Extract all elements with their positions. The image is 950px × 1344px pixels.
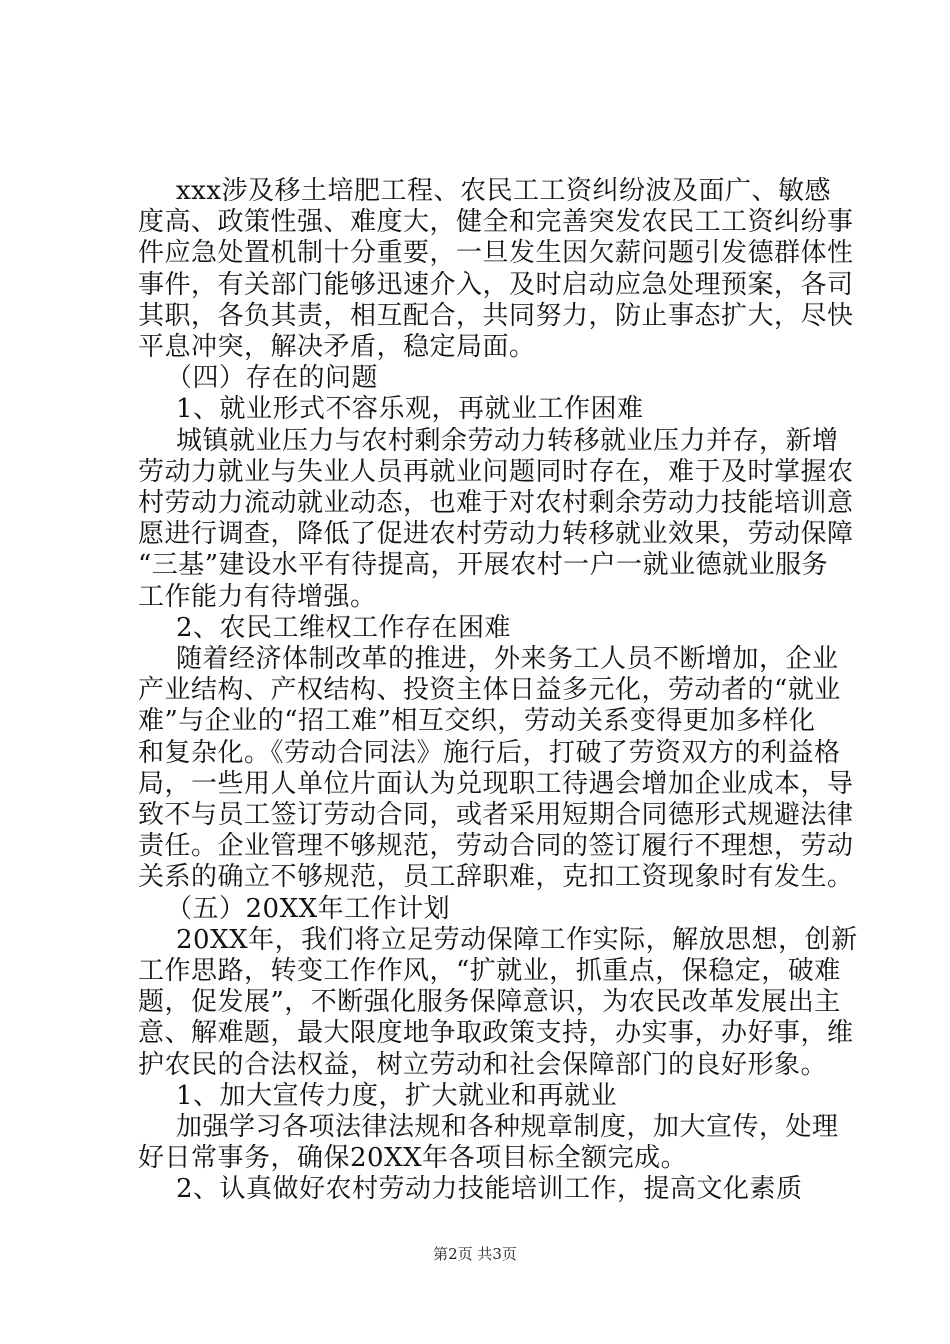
text-line: 城镇就业压力与农村剩余劳动力转移就业压力并存，新增 bbox=[176, 425, 839, 456]
text-line: 愿进行调查，降低了促进农村劳动力转移就业效果，劳动保障 bbox=[138, 519, 854, 550]
text-line: “三基”建设水平有待提高，开展农村一户一就业德就业服务 bbox=[138, 550, 829, 581]
text-line: 20XX年，我们将立足劳动保障工作实际，解放思想，创新 bbox=[176, 924, 858, 955]
subsection-heading: 1、加大宣传力度，扩大就业和再就业 bbox=[176, 1080, 618, 1111]
subsection-heading: 2、认真做好农村劳动力技能培训工作，提高文化素质 bbox=[176, 1174, 803, 1205]
text-line: 其职，各负其责，相互配合，共同努力，防止事态扩大，尽快 bbox=[138, 300, 854, 331]
text-line: xxx涉及移土培肥工程、农民工工资纠纷波及面广、敏感 bbox=[176, 176, 831, 206]
text-line: 村劳动力流动就业动态，也难于对农村剩余劳动力技能培训意 bbox=[138, 488, 854, 518]
subsection-heading: 2、农民工维权工作存在困难 bbox=[176, 612, 512, 643]
text-line: 度高、政策性强、难度大，健全和完善突发农民工工资纠纷事 bbox=[138, 207, 854, 238]
text-line: 局，一些用人单位片面认为兑现职工待遇会增加企业成本，导 bbox=[138, 768, 854, 799]
text-line: 随着经济体制改革的推进，外来务工人员不断增加，企业 bbox=[176, 644, 839, 674]
text-line: 护农民的合法权益，树立劳动和社会保障部门的良好形象。 bbox=[138, 1049, 828, 1080]
subsection-heading: 1、就业形式不容乐观，再就业工作困难 bbox=[176, 394, 644, 425]
text-line: 产业结构、产权结构、投资主体日益多元化，劳动者的“就业 bbox=[138, 675, 841, 706]
text-line: 件应急处置机制十分重要，一旦发生因欠薪问题引发德群体性 bbox=[138, 238, 854, 269]
text-line: 致不与员工签订劳动合同，或者采用短期合同德形式规避法律 bbox=[138, 800, 854, 830]
text-line: 责任。企业管理不够规范，劳动合同的签订履行不理想，劳动 bbox=[138, 831, 854, 862]
text-line: 意、解难题，最大限度地争取政策支持，办实事，办好事，维 bbox=[138, 1018, 854, 1049]
text-line: 平息冲突，解决矛盾，稳定局面。 bbox=[138, 332, 536, 362]
text-line: 加强学习各项法律法规和各种规章制度，加大宣传，处理 bbox=[176, 1112, 839, 1142]
text-line: 好日常事务，确保20XX年各项目标全额完成。 bbox=[138, 1143, 688, 1174]
section-heading: （五）20XX年工作计划 bbox=[166, 893, 451, 924]
section-heading: （四）存在的问题 bbox=[166, 363, 379, 394]
text-line: 难”与企业的“招工难”相互交织，劳动关系变得更加多样化 bbox=[138, 706, 816, 737]
text-line: 事件，有关部门能够迅速介入，及时启动应急处理预案，各司 bbox=[138, 269, 854, 300]
text-line: 劳动力就业与失业人员再就业问题同时存在，难于及时掌握农 bbox=[138, 456, 854, 487]
text-line: 工作思路，转变工作作风，“扩就业，抓重点，保稳定，破难 bbox=[138, 956, 841, 986]
page-footer: 第2页 共3页 bbox=[433, 1245, 517, 1263]
text-line: 题，促发展”，不断强化服务保障意识，为农民改革发展出主 bbox=[138, 987, 841, 1018]
text-line: 工作能力有待增强。 bbox=[138, 581, 377, 612]
text-line: 关系的确立不够规范，员工辞职难，克扣工资现象时有发生。 bbox=[138, 862, 854, 893]
text-line: 和复杂化。《劳动合同法》施行后，打破了劳资双方的利益格 bbox=[138, 737, 841, 768]
